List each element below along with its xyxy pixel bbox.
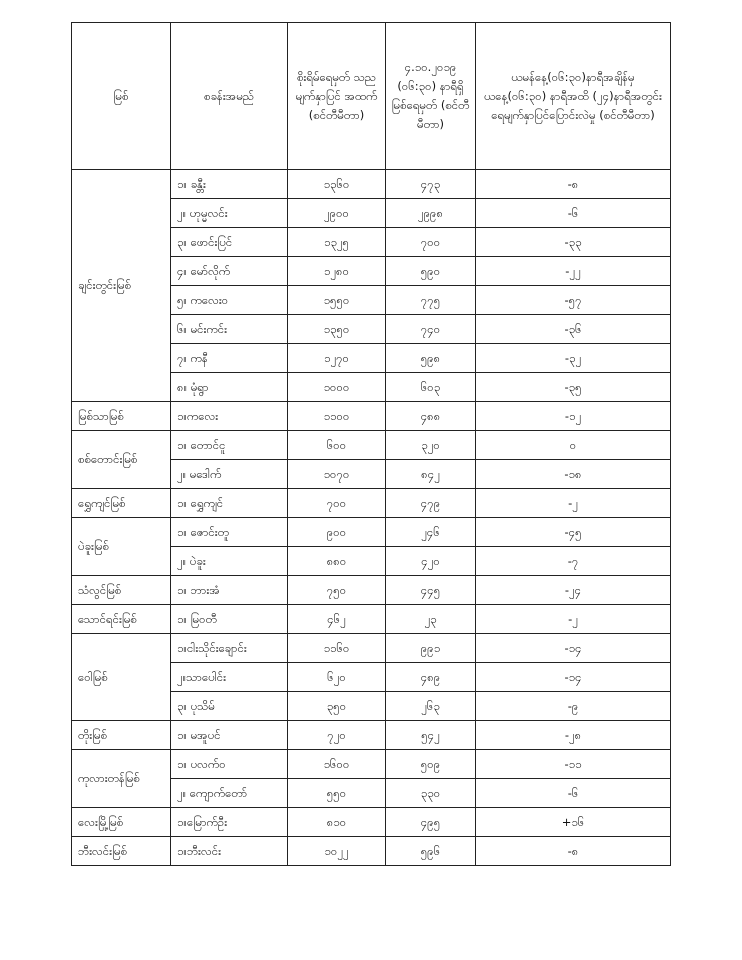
station-name: ၈။ မုံရွာ xyxy=(171,373,288,402)
level-change-value: -၉ xyxy=(476,692,671,721)
current-level-value: ၈၄၂ xyxy=(386,460,476,489)
table-row xyxy=(72,721,671,750)
danger-level-value: ၆၀၀ xyxy=(288,431,386,460)
danger-level-value: ၁၁၀၀ xyxy=(288,402,386,431)
level-change-value: -၁၁ xyxy=(476,750,671,779)
danger-level-value: ၉၀၀ xyxy=(288,518,386,547)
level-change-value: -၂၄ xyxy=(476,576,671,605)
current-level-value: ၇၀၀ xyxy=(386,228,476,257)
current-level-value: ၄၈၉ xyxy=(386,663,476,692)
danger-level-value: ၁၀၀၀ xyxy=(288,373,386,402)
river-name: သောင်ရင်းမြစ် xyxy=(72,605,171,634)
table-row xyxy=(72,431,671,460)
table-row xyxy=(72,750,671,779)
river-name: ချင်းတွင်းမြစ် xyxy=(72,170,171,402)
station-name: ၁။ ဇောင်းတူ xyxy=(171,518,288,547)
station-name: ၁။ ခန္တီး xyxy=(171,170,288,199)
level-change-value: -၃၂ xyxy=(476,344,671,373)
station-name: ၁။ ရွှေကျင် xyxy=(171,489,288,518)
station-name: ၂။ ကျောက်တော် xyxy=(171,779,288,808)
level-change-value: -၁၄ xyxy=(476,663,671,692)
station-name: ၆။ မင်းကင်း xyxy=(171,315,288,344)
station-name: ၂။ မဒေါက် xyxy=(171,460,288,489)
table-row xyxy=(72,402,671,431)
station-name: ၃။ ပုသိမ် xyxy=(171,692,288,721)
level-change-value: -၂ xyxy=(476,605,671,634)
river-name: ရွှေကျင်မြစ် xyxy=(72,489,171,518)
level-change-value: -၃၃ xyxy=(476,228,671,257)
current-level-value: ၆၀၃ xyxy=(386,373,476,402)
level-change-value: -၁၈ xyxy=(476,460,671,489)
station-name: ၅။ ကလေးဝ xyxy=(171,286,288,315)
river-water-level-table xyxy=(71,22,671,866)
river-name: ကုလားတန်မြစ် xyxy=(72,750,171,808)
level-change-value: -၄၅ xyxy=(476,518,671,547)
danger-level-value: ၃၅၀ xyxy=(288,692,386,721)
current-level-value: ၄၇၉ xyxy=(386,489,476,518)
station-name: ၁။ မြဝတီ xyxy=(171,605,288,634)
level-change-value: -၂၈ xyxy=(476,721,671,750)
danger-level-value: ၈၁၀ xyxy=(288,808,386,837)
level-change-value: -၃၅ xyxy=(476,373,671,402)
danger-level-value: ၁၅၅၀ xyxy=(288,286,386,315)
level-change-value: -၈ xyxy=(476,837,671,866)
danger-level-value: ၁၃၂၅ xyxy=(288,228,386,257)
header-current-level: ၄.၁၀.၂၀၁၉ (၀၆:၃၀) နာရီရှိ မြစ်ရေမှတ် (စင်တီမီတာ) xyxy=(386,23,476,170)
station-name: ၁။ ပလက်ဝ xyxy=(171,750,288,779)
river-name: သံလွင်မြစ် xyxy=(72,576,171,605)
danger-level-value: ၂၉၀၀ xyxy=(288,199,386,228)
station-name: ၁။ မအူပင် xyxy=(171,721,288,750)
danger-level-value: ၅၅၀ xyxy=(288,779,386,808)
station-name: ၁။ တောင်ငူ xyxy=(171,431,288,460)
level-change-value: -၃၆ xyxy=(476,315,671,344)
river-name: လေးမြို့မြစ် xyxy=(72,808,171,837)
current-level-value: ၄၄၅ xyxy=(386,576,476,605)
level-change-value: -၇ xyxy=(476,547,671,576)
station-name: ၂။သာပေါင်း xyxy=(171,663,288,692)
current-level-value: ၂၉၉၈ xyxy=(386,199,476,228)
danger-level-value: ၁၃၅၀ xyxy=(288,315,386,344)
header-station: စခန်းအမည် xyxy=(171,23,288,170)
station-name: ၁။ ဘားအံ xyxy=(171,576,288,605)
level-change-value: -၂၂ xyxy=(476,257,671,286)
station-name: ၁။ကလေး xyxy=(171,402,288,431)
table-row xyxy=(72,634,671,663)
current-level-value: ၂၆၃ xyxy=(386,692,476,721)
current-level-value: ၅၉၈ xyxy=(386,344,476,373)
level-change-value: -၅၇ xyxy=(476,286,671,315)
current-level-value: ၇၄၀ xyxy=(386,315,476,344)
station-name: ၁။ဘီးလင်း xyxy=(171,837,288,866)
river-name: တိုးမြစ် xyxy=(72,721,171,750)
current-level-value: ၂၄၆ xyxy=(386,518,476,547)
danger-level-value: ၁၆၀၀ xyxy=(288,750,386,779)
header-danger-level: စိုးရိမ်ရေမှတ် သည မျက်နှာပြင် အထက် (စင်တီမီတာ) xyxy=(288,23,386,170)
danger-level-value: ၆၂၀ xyxy=(288,663,386,692)
level-change-value: -၂ xyxy=(476,489,671,518)
current-level-value: ၅၄၂ xyxy=(386,721,476,750)
station-name: ၁။မြောက်ဦး xyxy=(171,808,288,837)
station-name: ၄။ မော်လိုက် xyxy=(171,257,288,286)
current-level-value: ၇၇၅ xyxy=(386,286,476,315)
current-level-value: ၄၈၈ xyxy=(386,402,476,431)
danger-level-value: ၁၀၂၂ xyxy=(288,837,386,866)
current-level-value: ၅၉၆ xyxy=(386,837,476,866)
current-level-value: ၄၉၅ xyxy=(386,808,476,837)
header-24h-change: ယမန်နေ့(၀၆:၃၀)နာရီအချိန်မှ ယနေ့(၀၆:၃၀) နာရီအထိ (၂၄)နာရီအတွင်း ရေမျက်နှာပြင်ပြောင်းလဲမှု (စင်တီမီတာ) xyxy=(476,23,671,170)
level-change-value: -၁၄ xyxy=(476,634,671,663)
table-body xyxy=(72,170,671,866)
header-row xyxy=(72,23,671,170)
table-row xyxy=(72,489,671,518)
danger-level-value: ၇၂၀ xyxy=(288,721,386,750)
station-name: ၃။ ဖောင်းပြင် xyxy=(171,228,288,257)
station-name: ၂။ ပဲခူး xyxy=(171,547,288,576)
danger-level-value: ၈၈၀ xyxy=(288,547,386,576)
river-name: ဝေါမြစ် xyxy=(72,634,171,721)
danger-level-value: ၁၃၆၀ xyxy=(288,170,386,199)
current-level-value: ၂၃ xyxy=(386,605,476,634)
current-level-value: ၄၂၀ xyxy=(386,547,476,576)
current-level-value: ၃၃၀ xyxy=(386,779,476,808)
table-row xyxy=(72,808,671,837)
table-row xyxy=(72,605,671,634)
current-level-value: ၄၇၃ xyxy=(386,170,476,199)
current-level-value: ၉၉၁ xyxy=(386,634,476,663)
danger-level-value: ၁၂၈၀ xyxy=(288,257,386,286)
danger-level-value: ၁၁၆၀ xyxy=(288,634,386,663)
current-level-value: ၃၂၀ xyxy=(386,431,476,460)
station-name: ၁။ငါးသိုင်းချောင်း xyxy=(171,634,288,663)
station-name: ၇။ ကနီ xyxy=(171,344,288,373)
table-row xyxy=(72,576,671,605)
level-change-value: -၆ xyxy=(476,779,671,808)
danger-level-value: ၁၀၇၀ xyxy=(288,460,386,489)
river-name: မြစ်သာမြစ် xyxy=(72,402,171,431)
header-river: မြစ် xyxy=(72,23,171,170)
station-name: ၂။ ဟုမ္မလင်း xyxy=(171,199,288,228)
level-change-value: -၆ xyxy=(476,199,671,228)
level-change-value: +၁၆ xyxy=(476,808,671,837)
current-level-value: ၅၀၉ xyxy=(386,750,476,779)
table-row xyxy=(72,170,671,199)
river-name: ပဲခူးမြစ် xyxy=(72,518,171,576)
danger-level-value: ၇၅၀ xyxy=(288,576,386,605)
table-row xyxy=(72,837,671,866)
danger-level-value: ၄၆၂ xyxy=(288,605,386,634)
river-name: စစ်တောင်းမြစ် xyxy=(72,431,171,489)
danger-level-value: ၇၀၀ xyxy=(288,489,386,518)
table-row xyxy=(72,518,671,547)
level-change-value: -၈ xyxy=(476,170,671,199)
level-change-value: ၀ xyxy=(476,431,671,460)
river-name: ဘီးလင်းမြစ် xyxy=(72,837,171,866)
level-change-value: -၁၂ xyxy=(476,402,671,431)
current-level-value: ၅၉၀ xyxy=(386,257,476,286)
danger-level-value: ၁၂၇၀ xyxy=(288,344,386,373)
